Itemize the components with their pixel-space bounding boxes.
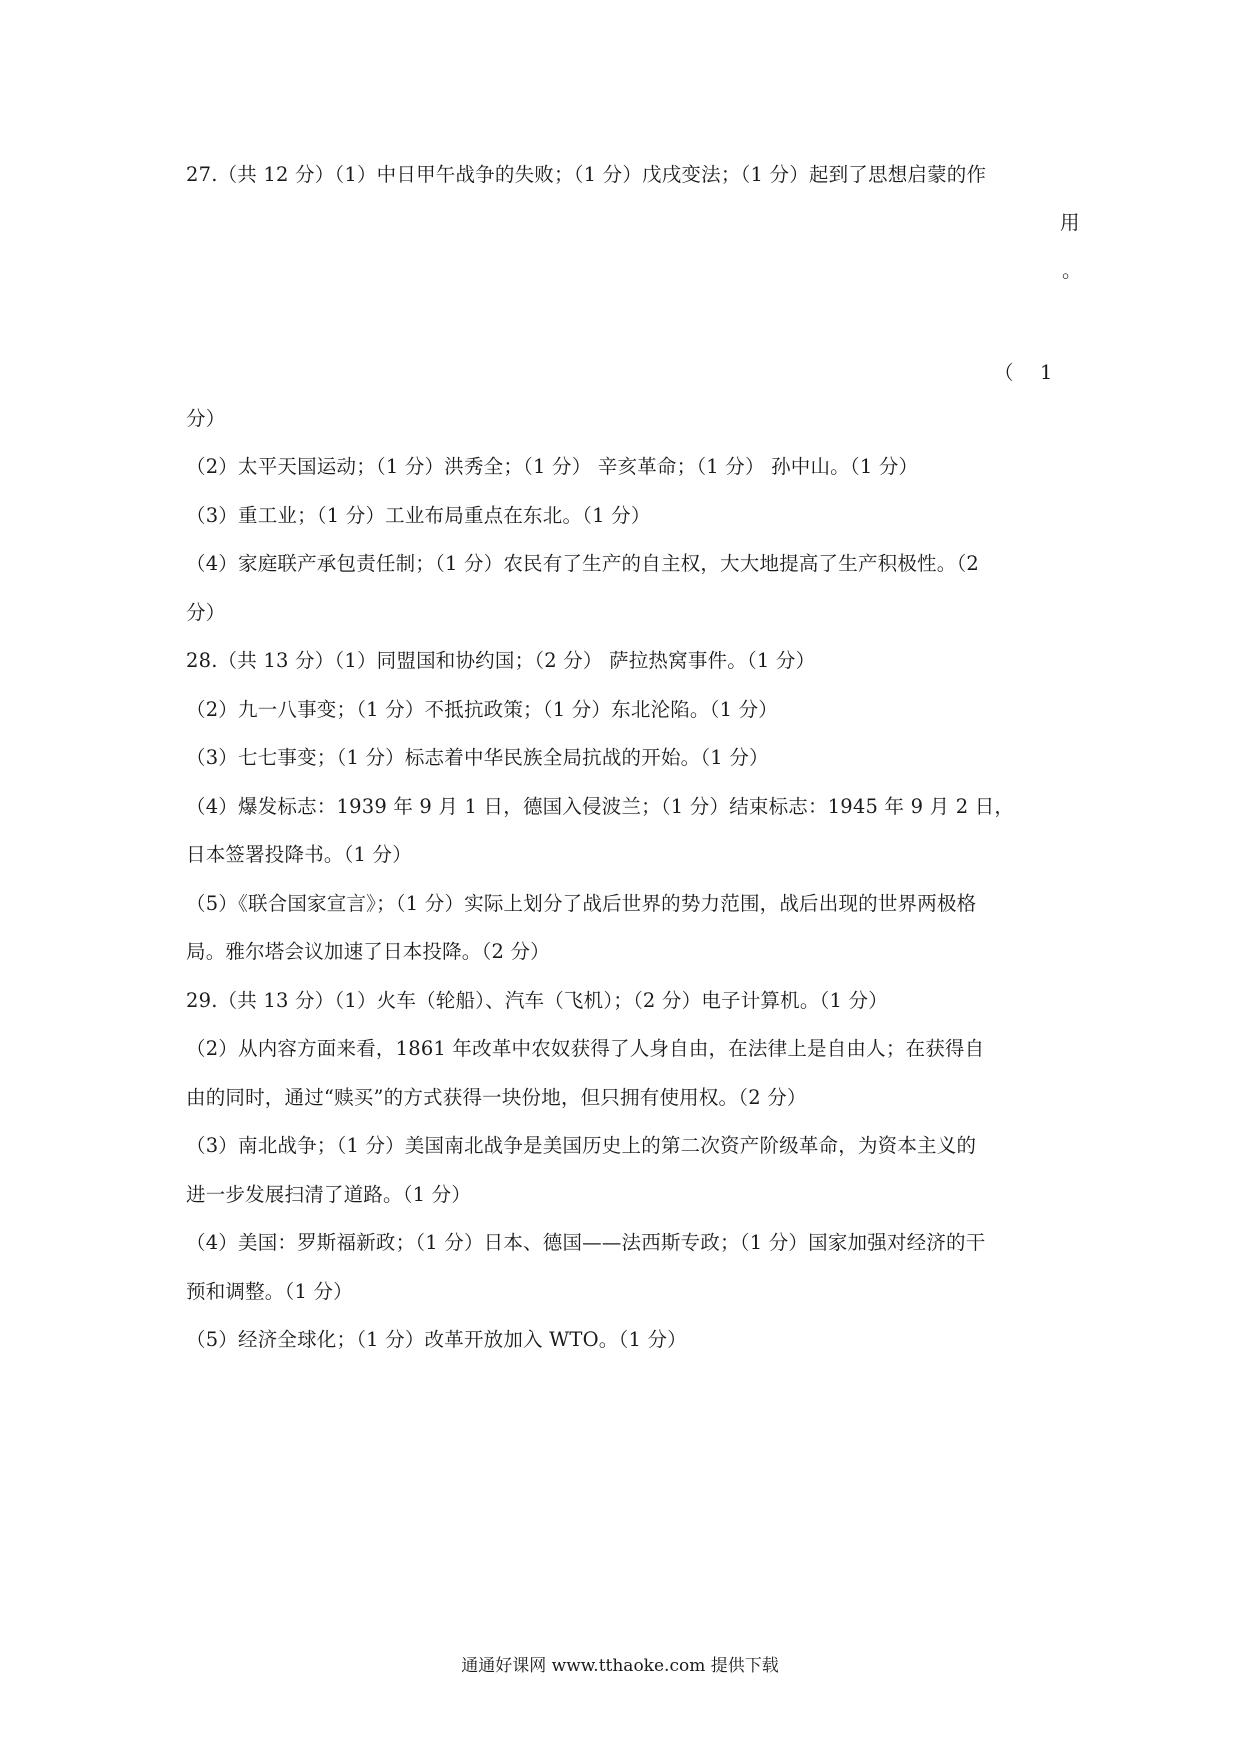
q28-line-4b: 日本签署投降书。（1 分） (186, 843, 412, 866)
q27-wrap-char-1: 用 (1060, 211, 1080, 234)
q27-line-4b: 分） (186, 601, 226, 624)
q29-line-1: 29.（共 13 分）（1）火车（轮船）、汽车（飞机）；（2 分）电子计算机。（1 分） (186, 989, 888, 1012)
q27-wrap-score-close: 分） (186, 407, 226, 430)
q28-line-1: 28.（共 13 分）（1）同盟国和协约国；（2 分） 萨拉热窝事件。（1 分） (186, 649, 816, 672)
q27-wrap-score-num: 1 (1040, 361, 1053, 384)
q29-line-3a: （3）南北战争；（1 分）美国南北战争是美国历史上的第二次资产阶级革命，为资本主义的 (186, 1134, 977, 1157)
q29-line-5: （5）经济全球化；（1 分）改革开放加入 WTO。（1 分） (186, 1328, 687, 1351)
q28-line-5b: 局。雅尔塔会议加速了日本投降。（2 分） (186, 940, 550, 963)
q29-line-2a: （2）从内容方面来看，1861 年改革中农奴获得了人身自由，在法律上是自由人；在获得自 (186, 1037, 985, 1060)
q29-line-2b: 由的同时，通过“赎买”的方式获得一块份地，但只拥有使用权。（2 分） (186, 1086, 807, 1109)
q28-line-5a: （5）《联合国家宣言》；（1 分）实际上划分了战后世界的势力范围，战后出现的世界两极格 (186, 892, 977, 915)
q28-line-2: （2）九一八事变；（1 分）不抵抗政策；（1 分）东北沦陷。（1 分） (186, 698, 778, 721)
q27-wrap-char-2: 。 (1062, 259, 1082, 282)
q27-line-1: 27.（共 12 分）（1）中日甲午战争的失败；（1 分）戊戌变法；（1 分）起到了思想启蒙的作 (186, 163, 987, 186)
q27-line-4a: （4）家庭联产承包责任制；（1 分）农民有了生产的自主权，大大地提高了生产积极性。（2 (186, 552, 980, 575)
q29-line-4a: （4）美国：罗斯福新政；（1 分）日本、德国——法西斯专政；（1 分）国家加强对经济的干 (186, 1231, 986, 1254)
q29-line-3b: 进一步发展扫清了道路。（1 分） (186, 1183, 472, 1206)
q27-line-2: （2）太平天国运动；（1 分）洪秀全；（1 分） 辛亥革命；（1 分） 孙中山。（1 分） (186, 455, 919, 478)
q28-line-3: （3）七七事变；（1 分）标志着中华民族全局抗战的开始。（1 分） (186, 746, 769, 769)
q29-line-4b: 预和调整。（1 分） (186, 1280, 353, 1303)
q27-wrap-score-open: （ (994, 361, 1014, 384)
q28-line-4a: （4）爆发标志：1939 年 9 月 1 日，德国入侵波兰；（1 分）结束标志：1945 年 9 月 2 日， (186, 795, 1015, 818)
page-footer: 通通好课网 www.tthaoke.com 提供下载 (461, 1656, 779, 1676)
q27-line-3: （3）重工业；（1 分）工业布局重点在东北。（1 分） (186, 504, 651, 527)
